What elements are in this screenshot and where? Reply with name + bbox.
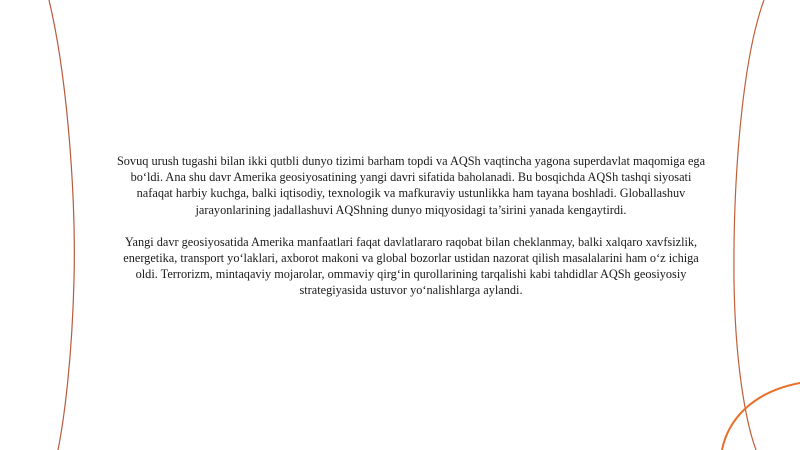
paragraph-2: Yangi davr geosiyosatida Amerika manfaatlari faqat davlatlararo raqobat bilan cheklanmay, balki xalqaro xavfsizlik, energetika, transport yo‘laklari, axborot makoni va global bozorlar ustidan nazorat qilish masalalarini ham o‘z ichiga oldi. Terrorizm, mintaqaviy mojarolar, ommaviy qirg‘in qurollarining tarqalishi kabi tahdidlar AQSh geosiyosiy strategiyasida ustuvor yo‘nalishlarga aylandi. — [123, 234, 699, 298]
content-text-block — [112, 153, 710, 299]
left-curve — [49, 0, 74, 450]
paragraph-1: Sovuq urush tugashi bilan ikki qutbli dunyo tizimi barham topdi va AQSh vaqtincha yagona superdavlat maqomiga ega bo‘ldi. Ana shu davr Amerika geosiyosatining yangi davri sifatida baholanadi. Bu bosqichda AQSh tashqi siyosati nafaqat harbiy kuchga, balki iqtisodiy, texnologik va mafkuraviy ustunlikka ham tayana boshladi. Globallashuv jarayonlarining jadallashuvi AQShning dunyo miqyosidagi ta’sirini yanada kengaytirdi. — [116, 154, 706, 217]
accent-arc — [722, 383, 800, 450]
right-curve — [734, 0, 764, 450]
